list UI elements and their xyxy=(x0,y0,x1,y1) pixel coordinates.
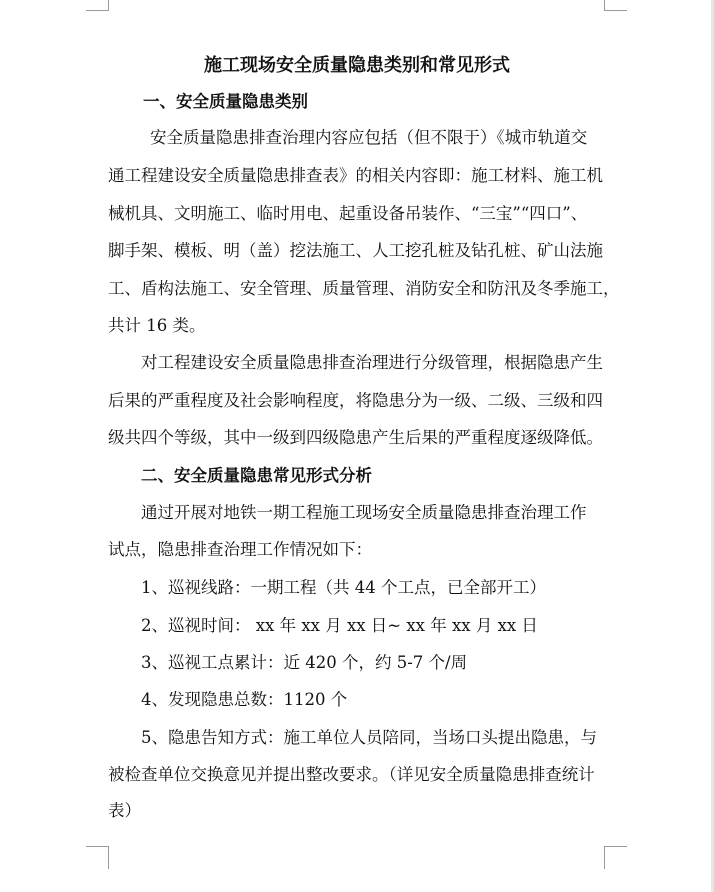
paragraph-1-line-4: 脚手架、模板、明（盖）挖法施工、人工挖孔桩及钻孔桩、矿山法施 xyxy=(108,241,603,260)
paragraph-2-line-2: 后果的严重程度及社会影响程度，将隐患分为一级、二级、三级和四 xyxy=(108,391,603,410)
list-item-4: 4、发现隐患总数：1120 个 xyxy=(141,690,348,709)
list-item-2: 2、巡视时间： xx 年 xx 月 xx 日~ xx 年 xx 月 xx 日 xyxy=(141,616,538,635)
crop-mark-bottom-left xyxy=(86,846,109,869)
list-item-5-line-1: 5、隐患告知方式：施工单位人员陪同，当场口头提出隐患，与 xyxy=(141,728,597,747)
paragraph-2-line-3: 级共四个等级，其中一级到四级隐患产生后果的严重程度逐级降低。 xyxy=(108,428,603,447)
paragraph-2-line-1: 对工程建设安全质量隐患排查治理进行分级管理，根据隐患产生 xyxy=(141,353,603,372)
paragraph-1-line-5: 工、盾构法施工、安全管理、质量管理、消防安全和防汛及冬季施工， xyxy=(108,279,620,298)
section-heading-2: 二、安全质量隐患常见形式分析 xyxy=(141,466,372,485)
paragraph-3-line-1: 通过开展对地铁一期工程施工现场安全质量隐患排查治理工作 xyxy=(141,503,587,522)
paragraph-1-line-6: 共计 16 类。 xyxy=(108,316,206,335)
document-title: 施工现场安全质量隐患类别和常见形式 xyxy=(204,55,510,76)
paragraph-3-line-2: 试点，隐患排查治理工作情况如下： xyxy=(108,540,372,559)
list-item-5-line-3: 表） xyxy=(108,801,141,820)
list-item-3: 3、巡视工点累计：近 420 个，约 5-7 个/周 xyxy=(141,653,468,672)
crop-mark-bottom-right xyxy=(604,846,627,869)
list-item-5-line-2: 被检查单位交换意见并提出整改要求。（详见安全质量隐患排查统计 xyxy=(108,765,595,784)
crop-mark-top-right xyxy=(604,0,627,11)
section-heading-1: 一、安全质量隐患类别 xyxy=(143,92,308,111)
crop-mark-top-left xyxy=(86,0,109,11)
list-item-1: 1、巡视线路：一期工程（共 44 个工点，已全部开工） xyxy=(141,578,546,597)
paragraph-1-line-3: 械机具、文明施工、临时用电、起重设备吊装作、“三宝”“四口”、 xyxy=(108,204,588,223)
paragraph-1-line-2: 通工程建设安全质量隐患排查表》的相关内容即：施工材料、施工机 xyxy=(108,166,603,185)
paragraph-1-line-1: 安全质量隐患排查治理内容应包括（但不限于）《城市轨道交 xyxy=(150,128,588,147)
